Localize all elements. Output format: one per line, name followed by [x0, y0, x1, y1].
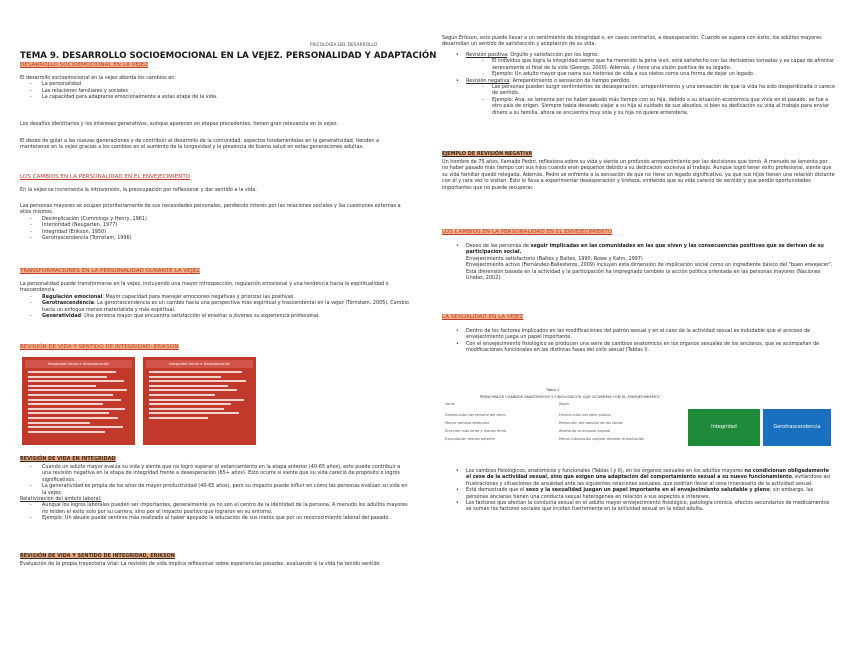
list-item: • Revisión positiva: Orgullo y satisfacción por los logros.: [442, 52, 835, 58]
list: [20, 502, 410, 521]
integridad-box: Integridad: [688, 409, 760, 446]
intro-text: El desarrollo socioemocional en la vejez aborda los cambios en:: [20, 75, 176, 81]
list-block: [442, 52, 835, 116]
paragraph: El deseo de guiar a las nuevas generaciones y de contribuir al desarrollo de la comunidad, aspectos fundamentales en la generatividad, tienden a mantenerse en la vejez gracias a los cambios en el aumento de la longevidad y la presencia de buena salud en estas generaciones adultas.: [20, 138, 380, 151]
paragraph: Evaluación de la propia trayectoria vital: La revisión de vida implica reflexionar sobre experiencias pasadas, evaluando si la vida ha tenido sentido.: [20, 561, 382, 567]
paragraph-text: La personalidad puede transformarse en la vejez, incluyendo una mayor introspección, regulación emocional y una tendencia hacia la espiritualidad o trascendencia.: [20, 281, 389, 294]
list-item: - El individuo que logra la integridad siente que ha merecido la pena vivir, está satisfecho con las decisiones tomadas y es capaz de afrontar serenamente el final de la vida (George, 2000). Además, y tiene una visión positiva de su legado.: [442, 58, 835, 71]
list-block: [442, 468, 835, 513]
list: [442, 243, 835, 256]
paragraph: [20, 281, 410, 319]
table-cell: Atrofia de la mucosa vaginal: [559, 429, 611, 433]
table-title: Tabla 1: [546, 387, 560, 392]
figure-box-heading: Integridad frente a Desesperación: [25, 360, 132, 368]
table-cell: Disminución del vello púbico: [559, 413, 611, 417]
list-item: - La generatividad es propia de los años de mayor productividad (40-65 años), pero su impacto puede influir en cómo las personas evalúan su vida en la vejez.: [20, 483, 410, 496]
list-item: - Las relaciones familiares y sociales: [20, 88, 410, 94]
paragraph: Los desafíos identitarios y los intereses generativos, aunque aparecen en etapas precedentes, tienen gran relevancia en la vejez.: [20, 121, 338, 127]
figure-box-right: [143, 357, 256, 445]
list-item: - Envejecimiento activo (Fernández-Ballesteros, 2009) incluyen esta dimensión de implicación social como un ingrediente básico del "buen envejecer".: [442, 262, 835, 268]
section-heading: REVISIÓN DE VIDA Y SENTIDO DE INTEGRIDAD, ERIKSON: [20, 553, 175, 559]
list-item: - La personalidad: [20, 81, 410, 87]
running-header: PSICOLOGÍA DEL DESARROLLO: [310, 42, 378, 47]
list-item: • Dentro de los factores implicados en las modificaciones del patrón sexual y en el caso de la actividad sexual es indudable que el proceso de envejecimiento juega un papel importante.: [442, 328, 835, 341]
list: [20, 216, 410, 242]
list-item: - Las personas pueden surgir sentimientos de desesperación, arrepentimiento y una sensación de que la vida ha sido desperdiciada o carece de sentido.: [442, 84, 835, 97]
list-item: - Integridad (Erikson, 1950): [20, 229, 410, 235]
gerotrascendencia-box: Gerotrascendencia: [763, 409, 831, 446]
table-cell: Menor lubricación vaginal durante la excitación: [559, 437, 645, 441]
list: [442, 468, 835, 513]
list-item: - Interioridad (Neugarten, 1977): [20, 222, 410, 228]
list-item: - Envejecimiento satisfactorio (Baltes y Baltes, 1990; Rowe y Kahn, 1997): [442, 256, 835, 262]
sub-list: [442, 84, 835, 116]
list: [442, 328, 835, 354]
list-item: • Con el envejecimiento fisiológico se producen una serie de cambios anatómicos en los órganos sexuales de los ancianos, que se acompañan de modificaciones funcionales en las distintas fases del ciclo sexual (Tablas I).: [442, 341, 835, 354]
paragraph: [20, 75, 410, 101]
list-item: • Los factores que afectan la conducta sexual en el adulto mayor envejecimiento fisiológico, patología crónica, efectos secundarios de medicamentos se suman los factores sociales que inciden fuertemente en la actividad sexual en la edad adulta.: [442, 500, 835, 513]
list-item: - Cuando un adulto mayor evalúa su vida y siente que no logró superar el estancamiento en la etapa anterior (40-65 años), esto puede contribuir a una revisión negativa en la etapa de integridad frente a desesperación (65+ años). Esto ocurre si siente que su vida careció de propósito o logros significativos.: [20, 464, 410, 483]
figure-box-left: [22, 357, 135, 445]
paragraph: Un hombre de 75 años, llamado Pedro, reflexiona sobre su vida y siente un profundo arrepentimiento por las decisiones que tomó. A menudo se lamenta por no haber pasado más tiempo con sus hijos cuando eran pequeños debido a su dedicación excesiva al trabajo. Aunque logró tener éxito profesional, siente que su vida familiar quedó relegada. Además, Pedro se enfrenta a la sensación de que no tiene un legado significativo, ya que sus hijos tienen una relación distante con él y rara vez lo visitan. Esto lo lleva a experimentar desesperación y tristeza, sintiendo que su vida careció de sentido y que perdió oportunidades importantes que no puede recuperar.: [442, 159, 835, 191]
table-header: Mujer: [559, 402, 570, 406]
section-heading: TRANSFORMACIONES EN LA PERSONALIDAD DURANTE LA VEJEZ: [20, 268, 200, 274]
list-item: • Revisión negativa: Arrepentimiento o sensación de tiempo perdido.: [442, 78, 835, 84]
table-cell: Menor tamaño testicular: [445, 421, 490, 425]
list: [20, 81, 410, 100]
table-cell: Reducción del tamaño de los labios: [559, 421, 623, 425]
list-item: - La capacidad para adaptarse emocionalmente a estas etapa de la vida.: [20, 94, 410, 100]
sub-list: [442, 58, 835, 77]
erikson-figure: [22, 357, 256, 445]
paragraph: Según Erikson, esto puede llevar a un sentimiento de integridad o, en casos contrarios, a desesperación. Cuando se supera con éxito, los adultos mayores desarrollan un sentido de satisfacción y aceptación de su vida.: [442, 35, 822, 48]
table-header: Varón: [445, 402, 456, 406]
table-cell: Erección más lenta y menos firme: [445, 429, 507, 433]
list-item: - Ejemplo: Un adulto mayor que narra sus historias de vida a sus nietos como una forma de dejar un legado.: [442, 71, 835, 77]
list-block: [442, 328, 835, 354]
section-heading: REVISIÓN DE VIDA EN INTEGRIDAD: [20, 456, 116, 462]
paragraph: [20, 203, 410, 241]
section-heading: LOS CAMBIOS EN LA PERSONALIDAD EN EL ENVEJECIMIENTO: [442, 229, 613, 235]
list-item: • Los cambios fisiológicos, anatómicos y funcionales (Tablas I y II), en los órganos sexuales en los adultos mayores no condicionan obligadamente el cese de la actividad sexual, sino que exigen una adaptación del comportamiento sexual a su nuevo funcionamiento, evitándose así frustraciones y situaciones de ansiedad ante las siguientes relaciones sexuales, que podrían llevar al cese innecesario de la actividad sexual.: [442, 468, 835, 487]
list-item: • Está demostrado que el sexo y la sexualidad juegan un papel importante en el envejecimiento saludable y pleno; sin embargo, las personas ancianas tienen una conducta sexual heterogénea en relación a sus aspectos e intereses.: [442, 487, 835, 500]
list-item: - Desimplicación (Cummings y Henry, 1961): [20, 216, 410, 222]
section-heading: EJEMPLO DE REVISIÓN NEGATIVA: [442, 151, 533, 157]
list-item: - Gerotrascendencia: La gerotrascendencia es un cambio hacia una perspectiva más espiritual y trascendental en la vejez (Tornstam, 2005). Cambio hacia un enfoque menos materialista y más espiritual.: [20, 300, 410, 313]
list-block: [442, 243, 835, 281]
list-item: - Aunque los logros laborales pueden ser importantes, generalmente ya no son el centro de la identidad de la persona. A menudo los adultos mayores no miden el éxito solo por su carrera, sino por el impacto positivo que lograron en su entorno.: [20, 502, 410, 515]
page-title: TEMA 9. DESARROLLO SOCIOEMOCIONAL EN LA VEJEZ. PERSONALIDAD Y ADAPTACIÓN: [20, 51, 437, 61]
list-item: - Generatividad: Una persona mayor que encuentra satisfacción al enseñar a jóvenes su experiencia profesional.: [20, 313, 410, 319]
section-heading: LA SEXUALIDAD EN LA VEJEZ: [442, 314, 524, 320]
list-item: • Deseo de las personas de seguir implicadas en las comunidades en las que viven y las consecuencias positivas que se derivan de su participación social.: [442, 243, 835, 256]
list-item: - Gerotrascendencia (Tornstam, 1996): [20, 235, 410, 241]
paragraph: En la vejez se incrementa la introversión, la preocupación por reflexionar y dar sentido a la vida.: [20, 187, 257, 193]
table-cell: Eyaculación menos potente: [445, 437, 495, 441]
section-heading: REVISIÓN DE VIDA Y SENTIDO DE INTEGRIDAD: ERIKSON: [20, 344, 179, 350]
section-heading: LOS CAMBIOS EN LA PERSONALIDAD EN EL ENVEJECIMIENTO: [20, 174, 191, 180]
list: [20, 464, 410, 496]
section-heading: DESARROLLO SOCIOEMOCIONAL EN LA VEJEZ: [20, 62, 148, 68]
sexual-changes-table: [442, 387, 834, 449]
table-caption: PRINCIPALES CAMBIOS ANATÓMICOS Y FISIOLÓGICOS QUE OCURREN CON EL ENVEJECIMIENTO: [480, 394, 661, 399]
list-item: - Ejemplo: Ana, se lamenta por no haber pasado más tiempo con su hija, debido a su situación económica que vivía en el pasado, se fue a otro país de origen. Siempre había deseado viajar a su hija al cuidado de sus abuelos, si bien su dedicación su vida al trabajo para enviar dinero a su familia, ahora se encuentra muy sola y su hija no quiere entenderla.: [442, 97, 835, 116]
list-item: - Regulación emocional: Mayor capacidad para manejar emociones negativas y priorizar las positivas.: [20, 294, 410, 300]
figure-box-heading: Integridad frente a Desesperación: [146, 360, 253, 368]
list: [20, 294, 410, 320]
sub-list: [442, 256, 835, 282]
list-item: - Ejemplo: Un abuelo puede sentirse más realizado al haber apoyado la educación de sus nietos que por un reconocimiento laboral del pasado.: [20, 515, 410, 521]
subheading: Relativización del ámbito laboral:: [20, 496, 102, 503]
table-cell: Disminución del tamaño del pene: [445, 413, 506, 417]
list-item: - Esta dimensión basada en la actividad y la participación ha impregnado también la acción política orientada en las personas mayores (Naciones Unidas, 2002).: [442, 269, 835, 282]
paragraph: [20, 464, 410, 522]
paragraph-text: Las personas mayores se ocupan prioritariamente de sus necesidades personales, perdiendo interés por las relaciones sociales y las cuestiones externas a ellos mismos.: [20, 203, 401, 216]
